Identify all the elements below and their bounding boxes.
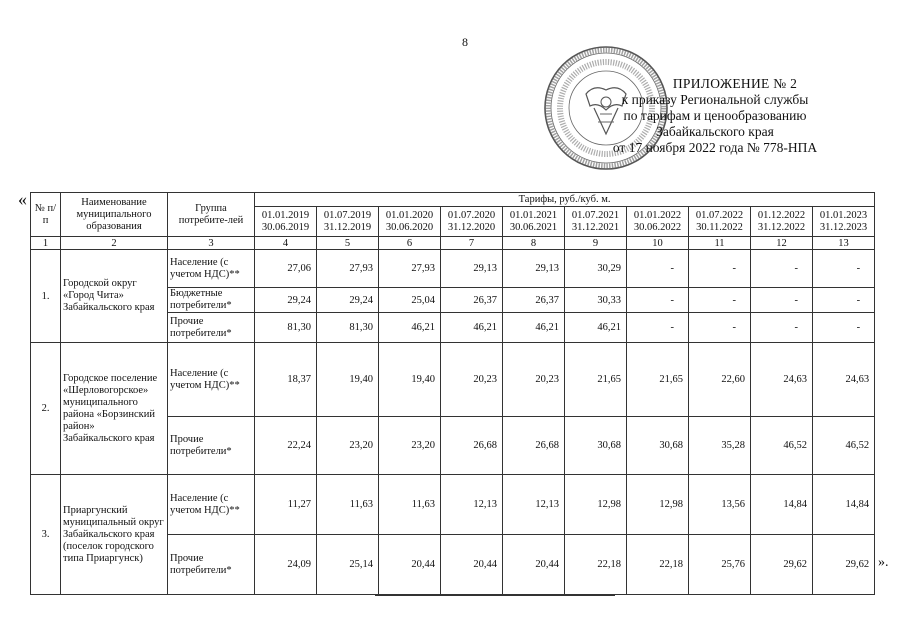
tariff-value: 19,40 [379, 343, 441, 417]
tariff-value: 11,27 [255, 475, 317, 535]
period-header [627, 207, 689, 237]
tariff-value: - [751, 250, 813, 288]
tariff-value: 29,24 [255, 288, 317, 313]
tariff-value: 46,52 [813, 417, 875, 475]
tariff-value: 30,68 [627, 417, 689, 475]
column-index: 13 [813, 237, 875, 250]
tariff-value: 26,68 [441, 417, 503, 475]
tariff-value: 30,33 [565, 288, 627, 313]
period-header [317, 207, 379, 237]
tariff-value: - [627, 288, 689, 313]
column-index: 5 [317, 237, 379, 250]
tariff-value: 46,21 [441, 313, 503, 343]
column-index: 11 [689, 237, 751, 250]
tariff-value: 20,44 [503, 535, 565, 595]
tariff-value: 29,62 [751, 535, 813, 595]
header-line: Забайкальского края [656, 124, 774, 139]
period-header [689, 207, 751, 237]
tariff-value: - [813, 250, 875, 288]
period-date: 01.07.2021 [571, 209, 620, 221]
period-header [379, 207, 441, 237]
tariff-value: 24,63 [751, 343, 813, 417]
tariff-value: 26,37 [441, 288, 503, 313]
tariff-value: 14,84 [751, 475, 813, 535]
tariff-value: - [689, 313, 751, 343]
tariff-value: 46,52 [751, 417, 813, 475]
period-date: 01.01.2021 [509, 209, 558, 221]
consumer-group: Население (с учетом НДС)** [168, 475, 255, 535]
tariff-value: - [627, 250, 689, 288]
tariff-value: 21,65 [565, 343, 627, 417]
consumer-group: Прочие потребители* [168, 313, 255, 343]
column-index: 2 [61, 237, 168, 250]
tariff-value: 25,04 [379, 288, 441, 313]
tariff-value: - [689, 250, 751, 288]
consumer-group: Население (с учетом НДС)** [168, 343, 255, 417]
tariff-value: 29,62 [813, 535, 875, 595]
tariff-value: 26,68 [503, 417, 565, 475]
period-header [503, 207, 565, 237]
col-header-group: Группа потребите-лей [168, 193, 255, 237]
period-header [751, 207, 813, 237]
tariff-value: 20,44 [379, 535, 441, 595]
table-row [31, 250, 875, 288]
period-date: 01.01.2019 [261, 209, 310, 221]
tariff-value: 22,18 [565, 535, 627, 595]
tariff-value: 12,98 [565, 475, 627, 535]
appendix-title: ПРИЛОЖЕНИЕ № 2 [672, 76, 798, 91]
tariff-value: 25,76 [689, 535, 751, 595]
tariff-value: 27,93 [317, 250, 379, 288]
tariff-value: 22,24 [255, 417, 317, 475]
column-index: 3 [168, 237, 255, 250]
period-date: 01.07.2019 [323, 209, 372, 221]
appendix-header [585, 76, 845, 156]
column-index: 1 [31, 237, 61, 250]
column-index: 9 [565, 237, 627, 250]
tariff-value: - [813, 288, 875, 313]
tariff-value: 18,37 [255, 343, 317, 417]
tariff-table [30, 192, 875, 595]
tariff-value: - [627, 313, 689, 343]
municipality-name: Приаргунский муниципальный округ Забайкальского края (поселок городского типа Приаргунск) [61, 475, 168, 595]
tariff-value: 14,84 [813, 475, 875, 535]
header-line: по тарифам и ценообразованию [623, 108, 807, 123]
tariff-value: 81,30 [317, 313, 379, 343]
period-header [441, 207, 503, 237]
tariff-value: 12,98 [627, 475, 689, 535]
tariff-value: 29,13 [503, 250, 565, 288]
header-line: к приказу Региональной службы [621, 92, 809, 107]
tariff-value: 29,13 [441, 250, 503, 288]
tariff-value: - [813, 313, 875, 343]
column-index: 10 [627, 237, 689, 250]
col-header-name: Наименование муниципального образования [61, 193, 168, 237]
column-index: 12 [751, 237, 813, 250]
period-date: 01.12.2022 [757, 209, 806, 221]
period-date: 01.07.2022 [695, 209, 744, 221]
row-number: 2. [31, 343, 61, 475]
tariff-value: 25,14 [317, 535, 379, 595]
row-number: 1. [31, 250, 61, 343]
tariff-value: 30,68 [565, 417, 627, 475]
tariff-value: 20,23 [441, 343, 503, 417]
period-date: 01.07.2020 [447, 209, 496, 221]
period-date: 30.06.2019 [261, 221, 310, 233]
tariff-value: 11,63 [379, 475, 441, 535]
column-index: 4 [255, 237, 317, 250]
column-index: 6 [379, 237, 441, 250]
tariff-value: 12,13 [503, 475, 565, 535]
tariff-value: 81,30 [255, 313, 317, 343]
consumer-group: Бюджетные потребители* [168, 288, 255, 313]
col-header-tariffs: Тарифы, руб./куб. м. [255, 193, 875, 207]
tariff-value: 20,44 [441, 535, 503, 595]
tariff-value: 46,21 [565, 313, 627, 343]
period-date: 31.12.2021 [571, 221, 620, 233]
period-date: 31.12.2019 [323, 221, 372, 233]
tariff-value: - [751, 313, 813, 343]
footer-divider [375, 595, 615, 596]
tariff-value: 12,13 [441, 475, 503, 535]
quote-open: « [18, 189, 27, 209]
tariff-value: 26,37 [503, 288, 565, 313]
consumer-group: Прочие потребители* [168, 417, 255, 475]
period-header [813, 207, 875, 237]
table-row [31, 475, 875, 535]
period-header [565, 207, 627, 237]
tariff-value: 27,06 [255, 250, 317, 288]
period-date: 01.01.2020 [385, 209, 434, 221]
row-number: 3. [31, 475, 61, 595]
period-date: 30.06.2021 [509, 221, 558, 233]
consumer-group: Население (с учетом НДС)** [168, 250, 255, 288]
quote-close: ». [878, 555, 889, 570]
period-date: 01.01.2022 [633, 209, 682, 221]
period-date: 30.11.2022 [696, 221, 743, 233]
consumer-group: Прочие потребители* [168, 535, 255, 595]
tariff-value: 29,24 [317, 288, 379, 313]
column-index: 7 [441, 237, 503, 250]
municipality-name: Городской округ «Город Чита» Забайкальского края [61, 250, 168, 343]
period-date: 30.06.2020 [385, 221, 434, 233]
period-date: 31.12.2022 [757, 221, 806, 233]
tariff-value: 20,23 [503, 343, 565, 417]
header-line: от 17 ноября 2022 года № 778-НПА [612, 140, 818, 155]
tariff-value: 13,56 [689, 475, 751, 535]
tariff-value: 23,20 [317, 417, 379, 475]
tariff-value: 21,65 [627, 343, 689, 417]
tariff-value: 27,93 [379, 250, 441, 288]
period-date: 31.12.2023 [819, 221, 868, 233]
tariff-value: 30,29 [565, 250, 627, 288]
page-number: 8 [462, 35, 468, 49]
tariff-value: 22,60 [689, 343, 751, 417]
tariff-value: 24,09 [255, 535, 317, 595]
period-date: 30.06.2022 [633, 221, 682, 233]
tariff-value: 24,63 [813, 343, 875, 417]
table-row [31, 343, 875, 417]
municipality-name: Городское поселение «Шерловогорское» муниципального района «Борзинский район» Забайкальского края [61, 343, 168, 475]
tariff-value: 23,20 [379, 417, 441, 475]
tariff-value: - [751, 288, 813, 313]
tariff-value: 22,18 [627, 535, 689, 595]
column-index: 8 [503, 237, 565, 250]
period-date: 01.01.2023 [819, 209, 868, 221]
tariff-value: 19,40 [317, 343, 379, 417]
tariff-value: 46,21 [503, 313, 565, 343]
tariff-value: 11,63 [317, 475, 379, 535]
col-header-num: № п/п [31, 193, 61, 237]
tariff-value: - [689, 288, 751, 313]
tariff-value: 46,21 [379, 313, 441, 343]
period-header [255, 207, 317, 237]
period-date: 31.12.2020 [447, 221, 496, 233]
tariff-value: 35,28 [689, 417, 751, 475]
